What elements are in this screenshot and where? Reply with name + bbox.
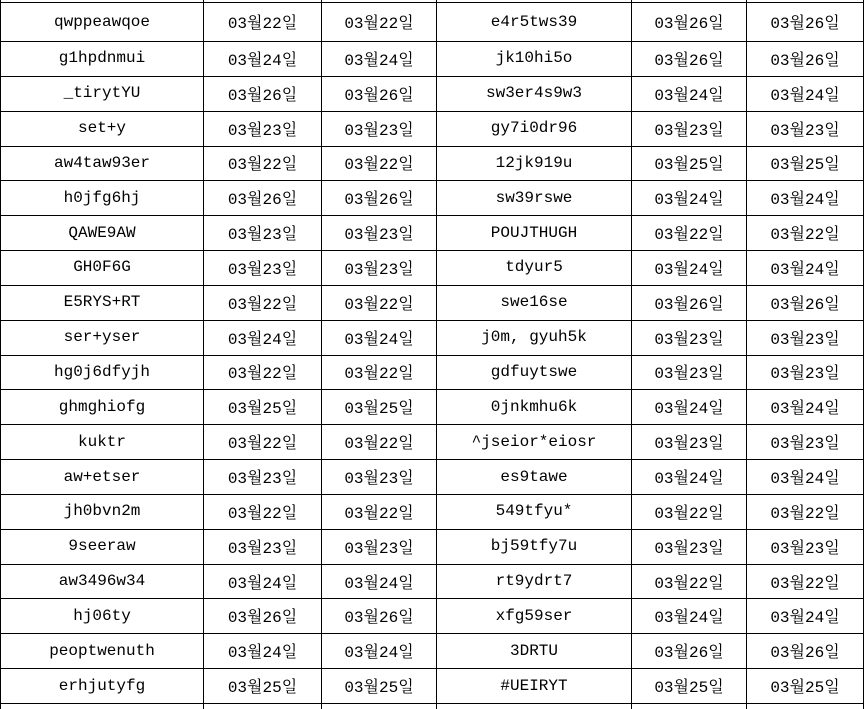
id-cell[interactable]: bj59tfy7u [490, 537, 578, 556]
id-cell[interactable]: _tirytYU [63, 84, 141, 103]
date-cell[interactable]: 03월22일 [227, 15, 298, 33]
date-cell[interactable]: 03월23일 [227, 470, 298, 488]
id-cell[interactable]: jh0bvn2m [63, 502, 141, 521]
id-cell[interactable]: qwppeawqoe [53, 12, 150, 31]
id-cell[interactable]: 3DRTU [509, 641, 558, 660]
id-cell[interactable]: xfg59ser [495, 606, 573, 625]
date-cell[interactable]: 03월26일 [344, 609, 414, 628]
id-cell[interactable]: set+y [77, 119, 126, 138]
date-cell[interactable]: 03월22일 [227, 295, 298, 314]
id-cell[interactable]: jk10hi5o [495, 49, 573, 68]
date-cell[interactable]: 03월23일 [227, 260, 298, 279]
date-cell[interactable]: 03월24일 [344, 330, 414, 349]
date-cell[interactable]: 03월23일 [654, 435, 724, 454]
date-cell[interactable]: 03월26일 [770, 15, 840, 33]
id-cell[interactable]: 0jnkmhu6k [490, 397, 578, 416]
date-cell[interactable]: 03월22일 [344, 365, 414, 384]
id-cell[interactable]: aw4taw93er [53, 153, 150, 172]
date-cell[interactable]: 03월22일 [227, 435, 298, 454]
id-cell[interactable]: e4r5tws39 [490, 12, 578, 31]
date-cell[interactable]: 03월22일 [344, 295, 414, 314]
date-cell[interactable]: 03월24일 [770, 470, 840, 488]
id-cell[interactable]: sw3er4s9w3 [485, 84, 582, 103]
date-cell[interactable]: 03월22일 [227, 156, 298, 175]
date-cell[interactable]: 03월24일 [654, 400, 724, 419]
date-cell[interactable]: 03월24일 [770, 609, 840, 628]
date-cell[interactable]: 03월22일 [654, 574, 724, 593]
date-cell[interactable]: 03월23일 [654, 330, 724, 349]
date-cell[interactable]: 03월24일 [227, 330, 298, 349]
id-cell[interactable]: kuktr [77, 432, 126, 451]
id-cell[interactable]: gy7i0dr96 [490, 119, 578, 138]
date-cell[interactable]: 03월24일 [227, 644, 298, 663]
id-cell[interactable]: aw3496w34 [58, 572, 146, 591]
id-cell[interactable]: POUJTHUGH [490, 223, 578, 242]
date-cell[interactable]: 03월24일 [227, 574, 298, 593]
id-cell[interactable]: ghmghiofg [58, 397, 146, 416]
date-cell[interactable]: 03월25일 [770, 679, 840, 698]
date-cell[interactable]: 03월24일 [654, 86, 724, 105]
date-cell[interactable]: 03월23일 [654, 121, 724, 140]
date-cell[interactable]: 03월26일 [654, 51, 724, 70]
date-cell[interactable]: 03월26일 [770, 644, 840, 663]
date-cell[interactable]: 03월23일 [344, 121, 414, 140]
id-cell[interactable]: gdfuytswe [490, 362, 578, 381]
date-cell[interactable]: 03월26일 [654, 295, 724, 314]
id-cell[interactable]: ser+yser [63, 328, 141, 347]
date-cell[interactable]: 03월25일 [344, 679, 414, 698]
date-cell[interactable]: 03월23일 [227, 226, 298, 245]
date-cell[interactable]: 03월24일 [654, 191, 724, 210]
date-cell[interactable]: 03월26일 [344, 86, 414, 105]
date-cell[interactable]: 03월23일 [654, 539, 724, 558]
date-cell[interactable]: 03월23일 [227, 539, 298, 558]
date-cell[interactable]: 03월24일 [770, 260, 840, 279]
date-cell[interactable]: 03월22일 [770, 226, 840, 245]
id-cell[interactable]: tdyur5 [505, 258, 563, 277]
date-cell[interactable]: 03월24일 [770, 400, 840, 419]
date-cell[interactable]: 03월26일 [654, 15, 724, 33]
date-cell[interactable]: 03월23일 [344, 539, 414, 558]
date-cell[interactable]: 03월25일 [654, 156, 724, 175]
date-cell[interactable]: 03월23일 [770, 121, 840, 140]
date-cell[interactable]: 03월26일 [770, 51, 840, 70]
date-cell[interactable]: 03월24일 [654, 609, 724, 628]
date-cell[interactable]: 03월22일 [654, 504, 724, 523]
date-cell[interactable]: 03월22일 [770, 574, 840, 593]
date-cell[interactable]: 03월26일 [770, 295, 840, 314]
date-cell[interactable]: 03월23일 [344, 226, 414, 245]
date-cell[interactable]: 03월24일 [227, 51, 298, 70]
id-cell[interactable]: es9tawe [500, 467, 568, 486]
date-cell[interactable]: 03월23일 [344, 470, 414, 488]
id-cell[interactable]: #UEIRYT [500, 676, 568, 695]
date-cell[interactable]: 03월22일 [770, 504, 840, 523]
id-cell[interactable]: rt9ydrt7 [495, 572, 573, 591]
date-cell[interactable]: 03월22일 [344, 504, 414, 523]
date-cell[interactable]: 03월23일 [344, 260, 414, 279]
id-cell[interactable]: hj06ty [73, 606, 131, 625]
id-cell[interactable]: hg0j6dfyjh [53, 362, 150, 381]
date-cell[interactable]: 03월22일 [344, 156, 414, 175]
date-cell[interactable]: 03월24일 [770, 86, 840, 105]
date-cell[interactable]: 03월26일 [227, 191, 298, 210]
date-cell[interactable]: 03월23일 [654, 365, 724, 384]
id-cell[interactable]: 12jk919u [495, 153, 573, 172]
date-cell[interactable]: 03월25일 [770, 156, 840, 175]
id-cell[interactable]: h0jfg6hj [63, 188, 141, 207]
date-cell[interactable]: 03월26일 [654, 644, 724, 663]
id-cell[interactable]: peoptwenuth [49, 641, 155, 660]
date-cell[interactable]: 03월24일 [654, 260, 724, 279]
date-cell[interactable]: 03월23일 [770, 435, 840, 454]
date-cell[interactable]: 03월25일 [227, 679, 298, 698]
date-cell[interactable]: 03월22일 [227, 365, 298, 384]
id-cell[interactable]: ^jseior*eiosr [471, 432, 597, 451]
date-cell[interactable]: 03월25일 [344, 400, 414, 419]
id-cell[interactable]: GH0F6G [73, 258, 131, 277]
date-cell[interactable]: 03월24일 [344, 574, 414, 593]
date-cell[interactable]: 03월24일 [654, 470, 724, 488]
id-cell[interactable]: g1hpdnmui [58, 49, 146, 68]
date-cell[interactable]: 03월25일 [654, 679, 724, 698]
id-cell[interactable]: erhjutyfg [58, 676, 146, 695]
date-cell[interactable]: 03월26일 [227, 86, 298, 105]
date-cell[interactable]: 03월26일 [227, 609, 298, 628]
date-cell[interactable]: 03월25일 [227, 400, 298, 419]
date-cell[interactable]: 03월26일 [344, 191, 414, 210]
id-cell[interactable]: sw39rswe [495, 188, 573, 207]
date-cell[interactable]: 03월23일 [770, 539, 840, 558]
id-cell[interactable]: aw+etser [63, 467, 141, 486]
id-cell[interactable]: swe16se [500, 293, 568, 312]
id-cell[interactable]: QAWE9AW [68, 223, 136, 242]
date-cell[interactable]: 03월24일 [770, 191, 840, 210]
date-cell[interactable]: 03월22일 [344, 15, 414, 33]
date-cell[interactable]: 03월22일 [654, 226, 724, 245]
date-cell[interactable]: 03월24일 [344, 644, 414, 663]
date-cell[interactable]: 03월23일 [770, 365, 840, 384]
date-cell[interactable]: 03월23일 [770, 330, 840, 349]
id-cell[interactable]: E5RYS+RT [63, 293, 141, 312]
date-cell[interactable]: 03월22일 [227, 504, 298, 523]
grid-hline [0, 703, 864, 704]
date-cell[interactable]: 03월22일 [344, 435, 414, 454]
date-cell[interactable]: 03월24일 [344, 51, 414, 70]
id-cell[interactable]: 9seeraw [68, 537, 136, 556]
id-cell[interactable]: 549tfyu* [495, 502, 573, 521]
id-cell[interactable]: j0m, gyuh5k [481, 328, 587, 347]
date-cell[interactable]: 03월23일 [227, 121, 298, 140]
